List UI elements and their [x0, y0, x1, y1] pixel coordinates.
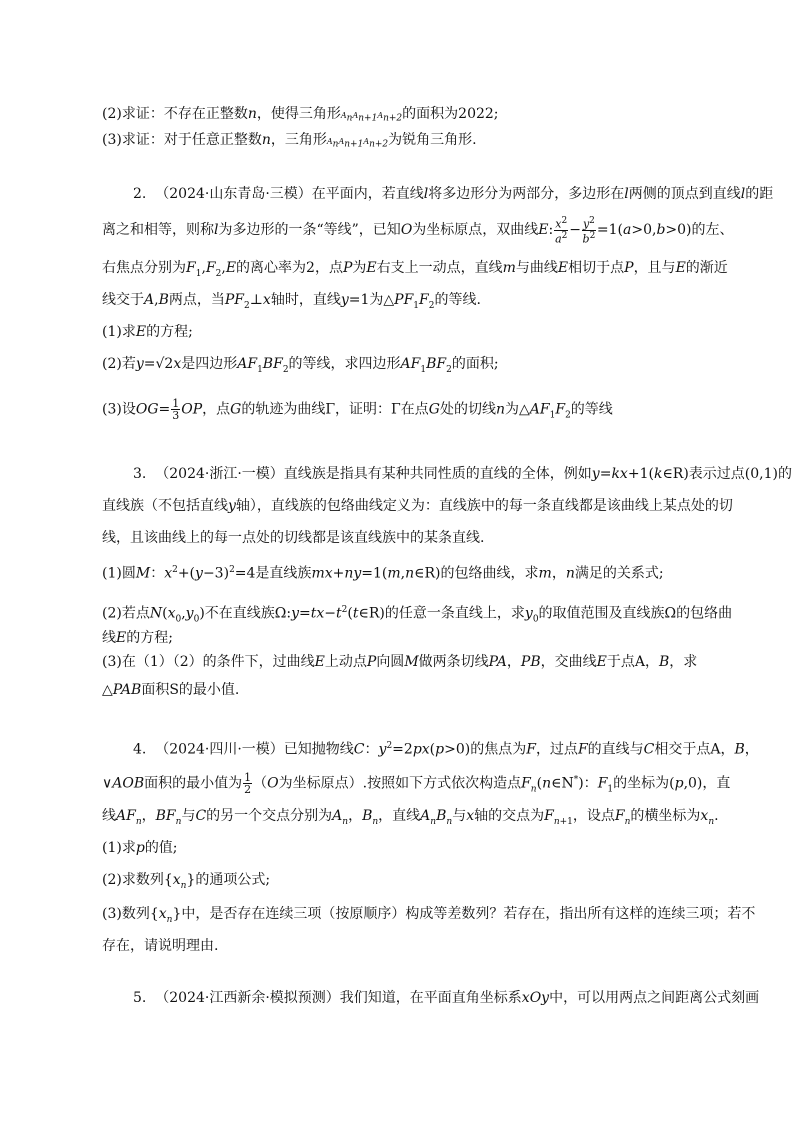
problem-2-line-1: 2. （2024·山东青岛·三模）在平面内，若直线l将多边形分为两部分，多边形在l两侧的顶点到直线l的距: [133, 186, 774, 202]
problem-2-part-3: (3)设OG= $\frac{1}{3}$ OP，点G的轨迹为曲线Γ，证明：Γ在点G处的切线n为$\triangle AF_1F_2$的等线: [102, 397, 613, 422]
problem-4-line-1: 4. （2024·四川·一模）已知抛物线C：$y^2=2px(p>0)$的焦点为F，过点F的直线与C相交于点A，B，: [133, 741, 759, 758]
problem-3-part-3b: △PAB面积S的最小值.: [102, 682, 240, 698]
problem-2-line-2: 离之和相等，则称l为多边形的一条“等线”，已知O为坐标原点，双曲线E: $\frac{x^2}{a^2}$ − $\frac{y^2}{b^2}$ =1(a>0,b>0)的左、: [102, 216, 734, 246]
problem-4-part-2: (2)求数列$\{x_n\}$的通项公式;: [102, 872, 271, 891]
problem-4-part-3a: (3)数列$\{x_n\}$中，是否存在连续三项（按原顺序）构成等差数列？若存在，指出所有这样的连续三项；若不: [102, 906, 756, 925]
problem-4-line-2: ∨AOB面积的最小值为 $\frac{1}{2}$ （O为坐标原点）.按照如下方式依次构造点$F_n(n\in N^*)$：$F_1$的坐标为(p,0)，直: [102, 771, 731, 797]
problem-3-part-3a: (3)在（1）（2）的条件下，过曲线E上动点P向圆M做两条切线PA，PB，交曲线E于点A，B，求: [102, 654, 698, 670]
problem-1-part-3: (3)求证：对于任意正整数n，三角形$A_nA_{n+1}A_{n+2}$为锐角三角形.: [102, 132, 477, 150]
problem-3-line-1: 3. （2024·浙江·一模）直线族是指具有某种共同性质的直线的全体，例如y=kx+1(k∈R)表示过点(0,1)的: [133, 466, 792, 482]
problem-3-part-2a: (2)若点$N(x_0,y_0)$不在直线族$\Omega:y=tx-t^2(t\in R)$的任意一条直线上，求$y_0$的取值范围及直线族Ω的包络曲: [102, 605, 733, 625]
problem-3-part-2b: 线E的方程;: [102, 630, 173, 646]
problem-4-number: 4.: [133, 741, 147, 758]
problem-2-line-3: 右焦点分别为$F_1,F_2,E$的离心率为2，点P为E右支上一动点，直线m与曲线E相切于点P，且与E的渐近: [102, 260, 728, 279]
problem-4-part-1: (1)求p的值;: [102, 840, 178, 856]
problem-3-line-3: 线，且该曲线上的每一点处的切线都是该直线族中的某条直线.: [102, 530, 485, 546]
problem-2-part-1: (1)求E的方程;: [102, 324, 193, 340]
problem-5-line-1: 5. （2024·江西新余·模拟预测）我们知道，在平面直角坐标系xOy中，可以用两点之间距离公式刻画: [133, 990, 760, 1006]
problem-3-number: 3.: [133, 466, 147, 482]
problem-4-line-3: 线$AF_n$，$BF_n$与C的另一个交点分别为$A_n$，$B_n$，直线$A_nB_n$与x轴的交点为$F_{n+1}$，设点$F_n$的横坐标为$x_n$.: [102, 808, 719, 827]
problem-5-number: 5.: [133, 990, 147, 1006]
problem-1-part-2: (2)求证：不存在正整数n，使得三角形$A_nA_{n+1}A_{n+2}$的面积为2022;: [102, 106, 499, 124]
problem-2-number: 2.: [133, 186, 147, 202]
problem-4-part-3b: 存在，请说明理由.: [102, 938, 219, 954]
problem-3-part-1: (1)圆M：$x^2+(y-3)^2=4$是直线族mx+ny=1(m,n∈R)的包络曲线，求m，n满足的关系式;: [102, 565, 664, 582]
problem-3-line-2: 直线族（不包括直线y轴），直线族的包络曲线定义为：直线族中的每一条直线都是该曲线上某点处的切: [102, 498, 733, 514]
problem-2-line-4: 线交于A,B两点，当$PF_2\perp x$轴时，直线y=1为$\triangle PF_1F_2$的等线.: [102, 292, 481, 311]
problem-2-part-2: (2)若y=√2x是四边形$AF_1BF_2$的等线，求四边形$AF_1BF_2$的面积;: [102, 356, 499, 375]
